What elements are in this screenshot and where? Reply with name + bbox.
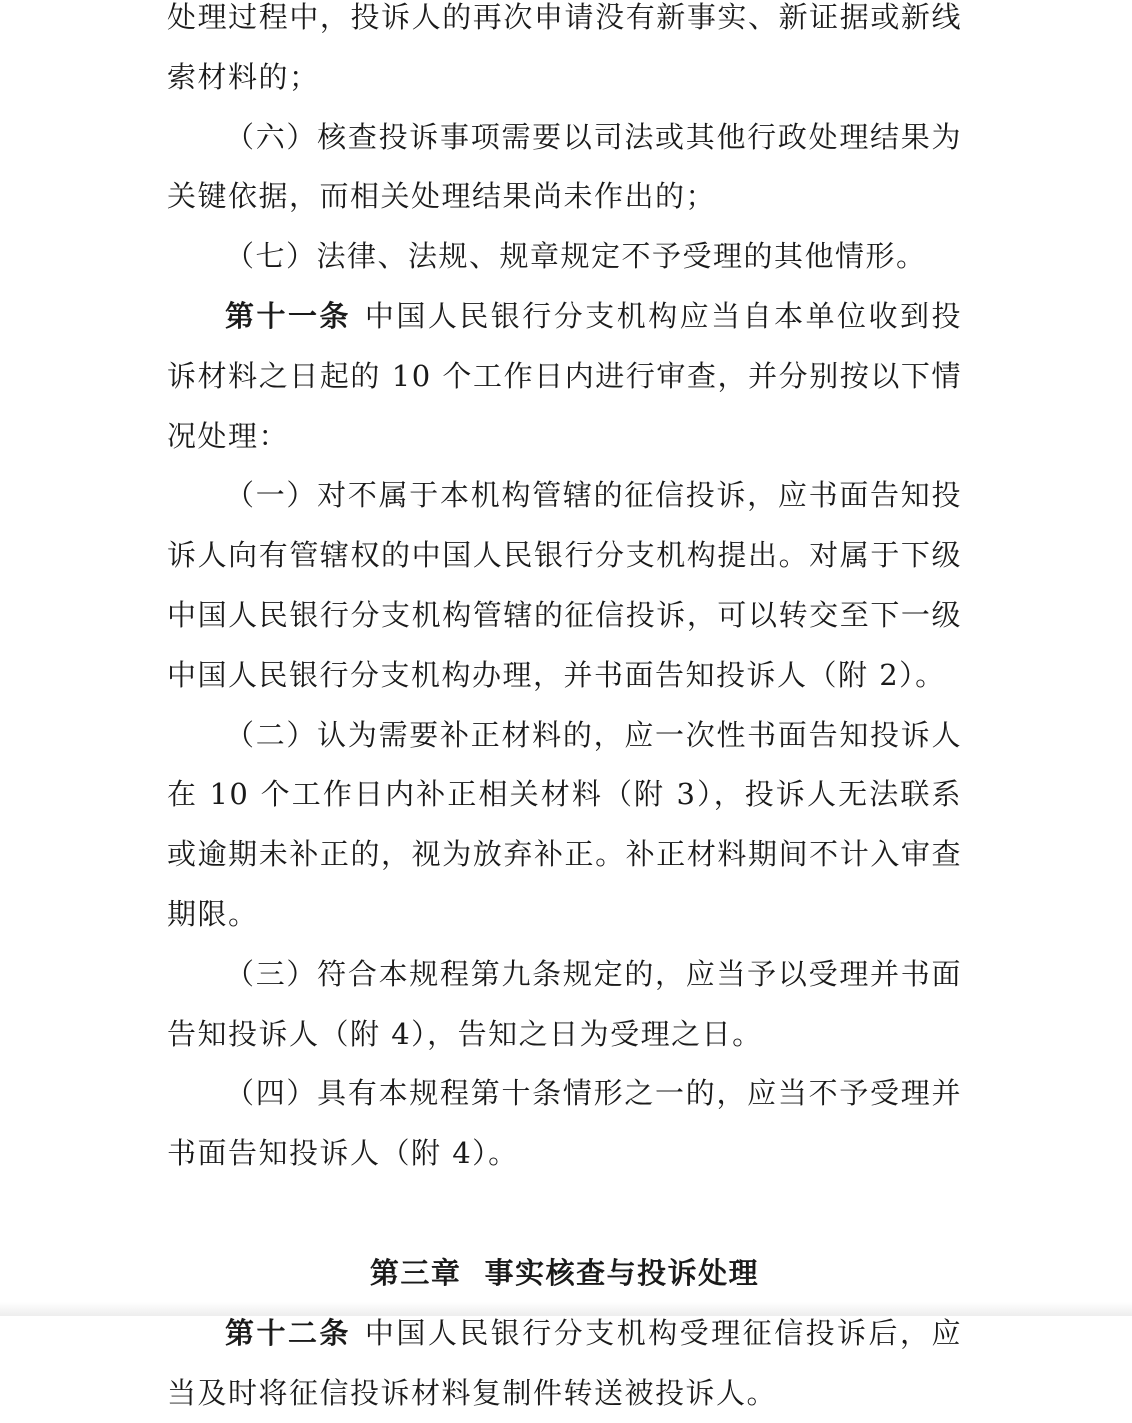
paragraph-text: 处理过程中，投诉人的再次申请没有新事实、新证据或新线索材料的； — [167, 0, 962, 94]
paragraph-text: （六）核查投诉事项需要以司法或其他行政处理结果为关键依据，而相关处理结果尚未作出的； — [167, 119, 962, 214]
document-body — [167, 0, 962, 1423]
paragraph-text: 中国人民银行分支机构受理征信投诉后，应当及时将征信投诉材料复制件转送被投诉人。 — [167, 1315, 962, 1410]
paragraph-text: （一）对不属于本机构管辖的征信投诉，应书面告知投诉人向有管辖权的中国人民银行分支机构提出。对属于下级中国人民银行分支机构管辖的征信投诉，可以转交至下一级中国人民银行分支机构办理，并书面告知投诉人（附 2）。 — [167, 478, 962, 692]
paragraph-text: （二）认为需要补正材料的，应一次性书面告知投诉人在 10 个工作日内补正相关材料（附 3），投诉人无法联系或逾期未补正的，视为放弃补正。补正材料期间不计入审查期限。 — [167, 717, 962, 931]
clause-six — [167, 108, 962, 228]
clause-two — [167, 706, 962, 945]
article-twelve — [167, 1304, 962, 1423]
paragraph-text: 中国人民银行分支机构应当自本单位收到投诉材料之日起的 10 个工作日内进行审查，并分别按以下情况处理： — [167, 298, 962, 453]
article-eleven — [167, 287, 962, 466]
paragraph-continuation — [167, 0, 962, 108]
page-bottom-edge — [0, 1302, 1132, 1316]
section-spacer — [167, 1184, 962, 1244]
clause-seven — [167, 227, 962, 287]
paragraph-text: （四）具有本规程第十条情形之一的，应当不予受理并书面告知投诉人（附 4）。 — [167, 1076, 962, 1171]
article-label: 第十一条 — [225, 298, 351, 333]
clause-four — [167, 1064, 962, 1184]
paragraph-text: （三）符合本规程第九条规定的，应当予以受理并书面告知投诉人（附 4），告知之日为受理之日。 — [167, 956, 962, 1051]
clause-one — [167, 466, 962, 705]
paragraph-text: （七）法律、法规、规章规定不予受理的其他情形。 — [225, 239, 927, 274]
clause-three — [167, 945, 962, 1065]
chapter-heading: 第三章 事实核查与投诉处理 — [369, 1255, 760, 1290]
article-label: 第十二条 — [225, 1315, 351, 1350]
